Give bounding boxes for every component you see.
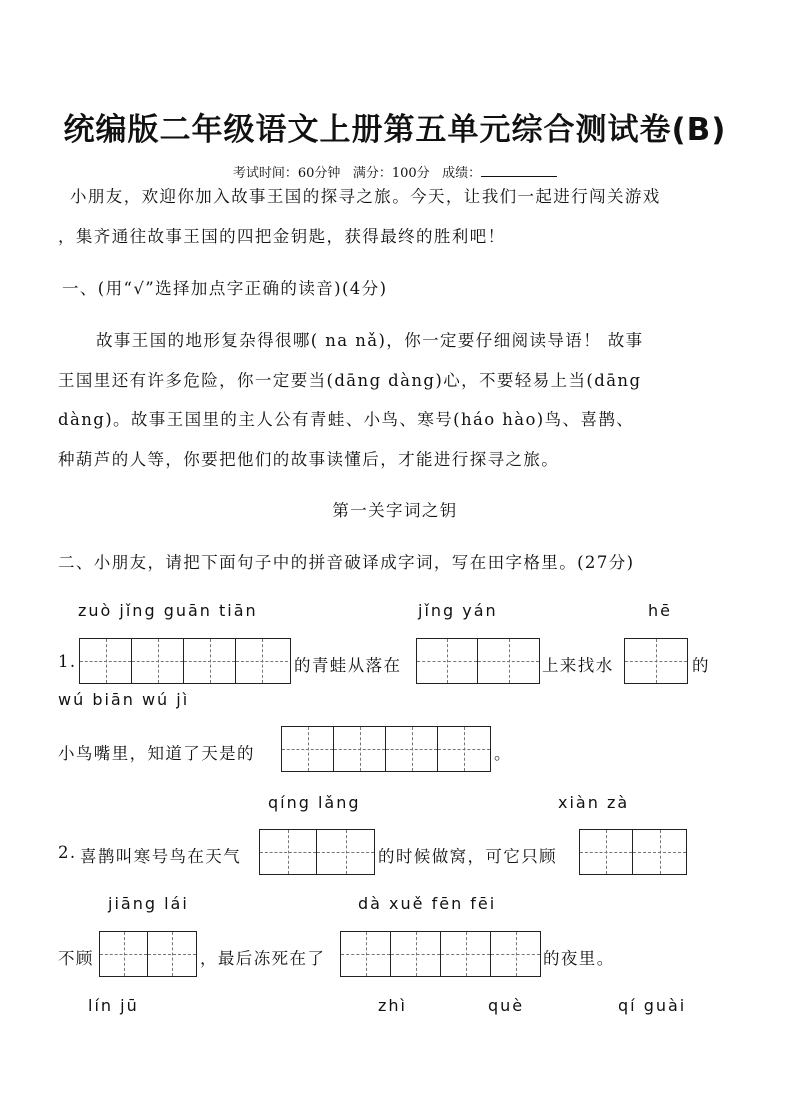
answer-cell[interactable] (580, 830, 633, 874)
section-1-paragraph-line: 种葫芦的人等，你要把他们的故事读懂后，才能进行探寻之旅。 (58, 450, 560, 469)
answer-cell[interactable] (260, 830, 317, 874)
answer-cell[interactable] (633, 830, 686, 874)
question-text: 的时候做窝，可它只顾 (378, 847, 557, 866)
section-1-heading: 一、(用“√”选择加点字正确的读音)(4分) (62, 279, 388, 298)
question-text: 的 (692, 656, 710, 675)
page-title: 统编版二年级语文上册第五单元综合测试卷(B) (63, 112, 727, 148)
answer-cell[interactable] (438, 727, 490, 771)
section-2-heading: 二、小朋友，请把下面句子中的拼音破译成字词，写在田字格里。(27分) (58, 553, 635, 572)
question-text: 喜鹊叫寒号鸟在天气 (80, 847, 242, 866)
exam-meta (0, 162, 790, 181)
pinyin-hint: wú biān wú jì (58, 690, 190, 709)
answer-cell[interactable] (282, 727, 334, 771)
exam-time: 考试时间：60分钟 (232, 166, 341, 181)
question-text: 不顾 (58, 949, 94, 968)
question-number: 2. (58, 843, 77, 862)
pinyin-hint: qíng lǎng (268, 793, 361, 812)
section-1-paragraph-line: 王国里还有许多危险，你一定要当(dāng dàng)心，不要轻易上当(dāng (58, 371, 642, 390)
pinyin-hint: zhì (378, 996, 407, 1015)
full-score: 满分：100分 (352, 166, 430, 181)
answer-cell[interactable] (334, 727, 386, 771)
level-1-heading: 第一关字词之钥 (332, 501, 458, 520)
question-number: 1. (58, 652, 77, 671)
pinyin-hint: jiāng lái (108, 894, 189, 913)
pinyin-hint: lín jū (88, 996, 139, 1015)
question-text: 的青蛙从落在 (294, 656, 402, 675)
question-text: 的夜里。 (543, 949, 615, 968)
answer-grid[interactable] (281, 726, 491, 772)
pinyin-hint: xiàn zà (558, 793, 630, 812)
result-blank (481, 164, 557, 177)
question-text: 。 (494, 744, 512, 763)
intro-line-2: ，集齐通往故事王国的四把金钥匙，获得最终的胜利吧！ (58, 227, 506, 246)
answer-cell[interactable] (317, 830, 374, 874)
section-1-paragraph-line: 故事王国的地形复杂得很哪( na nǎ)，你一定要仔细阅读导语！ 故事 (96, 331, 644, 350)
question-text: ，最后冻死在了 (200, 949, 326, 968)
question-text: 小鸟嘴里，知道了天是的 (58, 744, 255, 763)
answer-cell[interactable] (386, 727, 438, 771)
pinyin-hint: hē (648, 601, 672, 620)
pinyin-hint: qí guài (618, 996, 687, 1015)
answer-cell[interactable] (184, 639, 236, 683)
answer-cell[interactable] (625, 639, 687, 683)
question-text: 上来找水 (542, 656, 614, 675)
answer-grid[interactable] (99, 931, 197, 977)
result-label: 成绩： (442, 166, 482, 181)
answer-grid[interactable] (579, 829, 687, 875)
answer-cell[interactable] (341, 932, 391, 976)
intro-line-1: 小朋友，欢迎你加入故事王国的探寻之旅。今天，让我们一起进行闯关游戏 (70, 187, 661, 206)
answer-cell[interactable] (441, 932, 491, 976)
answer-grid[interactable] (624, 638, 688, 684)
pinyin-hint: què (488, 996, 525, 1015)
pinyin-hint: dà xuě fēn fēi (358, 894, 497, 913)
answer-cell[interactable] (491, 932, 540, 976)
pinyin-hint: jǐng yán (418, 601, 498, 620)
answer-cell[interactable] (391, 932, 441, 976)
answer-cell[interactable] (236, 639, 288, 683)
answer-grid[interactable] (416, 638, 540, 684)
answer-cell[interactable] (148, 932, 196, 976)
answer-cell[interactable] (80, 639, 132, 683)
answer-cell[interactable] (478, 639, 539, 683)
answer-grid[interactable] (259, 829, 375, 875)
answer-cell[interactable] (132, 639, 184, 683)
answer-cell[interactable] (417, 639, 478, 683)
answer-cell[interactable] (100, 932, 148, 976)
answer-grid[interactable] (340, 931, 541, 977)
section-1-paragraph-line: dàng)。故事王国里的主人公有青蛙、小鸟、寒号(háo hào)鸟、喜鹊、 (58, 410, 635, 429)
answer-grid[interactable] (79, 638, 291, 684)
pinyin-hint: zuò jǐng guān tiān (78, 601, 258, 620)
